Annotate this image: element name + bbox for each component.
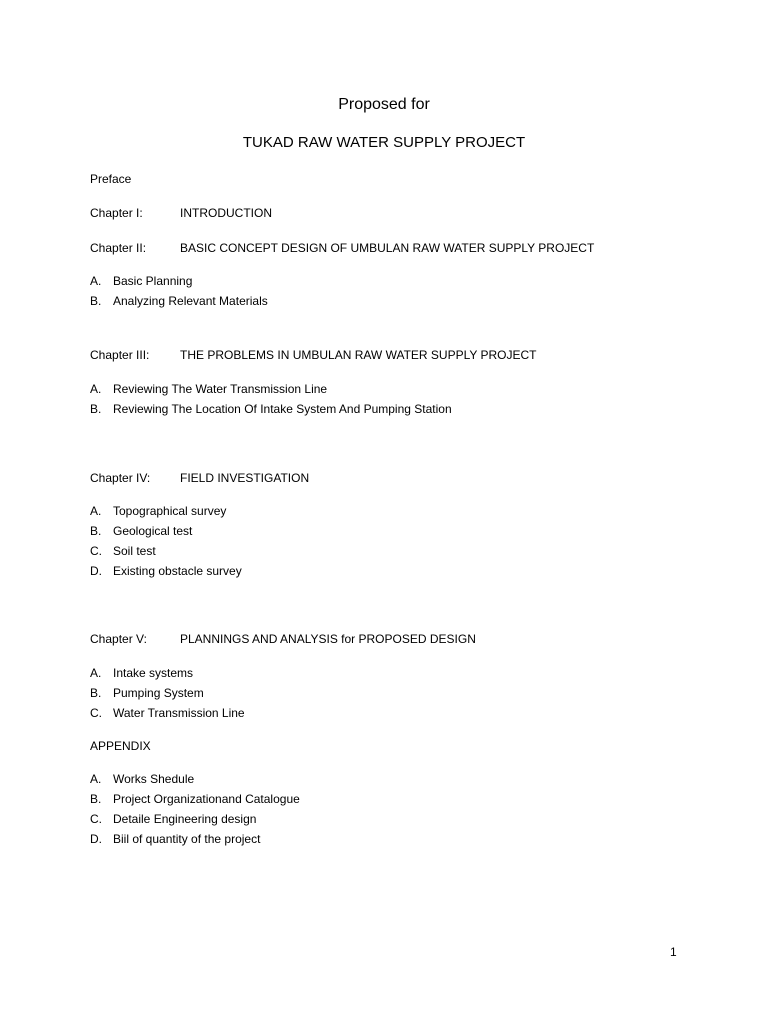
list-item-letter: B. <box>90 402 102 416</box>
chapter-1-label: Chapter I: <box>90 206 143 220</box>
list-item-letter: B. <box>90 792 102 806</box>
page-number: 1 <box>670 945 677 959</box>
list-item-letter: C. <box>90 544 102 558</box>
list-item: Existing obstacle survey <box>113 564 242 578</box>
list-item: Biil of quantity of the project <box>113 832 261 846</box>
list-item-letter: B. <box>90 686 102 700</box>
list-item: Water Transmission Line <box>113 706 245 720</box>
list-item: Geological test <box>113 524 193 538</box>
list-item: Topographical survey <box>113 504 227 518</box>
chapter-5-title: PLANNINGS AND ANALYSIS for PROPOSED DESIGN <box>180 632 476 646</box>
list-item-letter: C. <box>90 812 102 826</box>
chapter-2-title: BASIC CONCEPT DESIGN OF UMBULAN RAW WATER SUPPLY PROJECT <box>180 241 595 255</box>
chapter-3-label: Chapter III: <box>90 348 150 362</box>
list-item: Works Shedule <box>113 772 195 786</box>
chapter-2-label: Chapter II: <box>90 241 147 255</box>
document-title: Proposed for <box>338 96 430 113</box>
list-item-letter: A. <box>90 274 102 288</box>
preface-heading: Preface <box>90 172 132 186</box>
list-item: Intake systems <box>113 666 194 680</box>
document-subtitle: TUKAD RAW WATER SUPPLY PROJECT <box>242 134 526 151</box>
list-item: Project Organizationand Catalogue <box>113 792 300 806</box>
appendix-heading: APPENDIX <box>90 739 151 753</box>
list-item: Pumping System <box>113 686 204 700</box>
list-item-letter: B. <box>90 294 102 308</box>
chapter-4-title: FIELD INVESTIGATION <box>180 471 310 485</box>
list-item: Soil test <box>113 544 156 558</box>
list-item-letter: A. <box>90 772 102 786</box>
list-item-letter: A. <box>90 504 102 518</box>
list-item-letter: C. <box>90 706 102 720</box>
chapter-3-title: THE PROBLEMS IN UMBULAN RAW WATER SUPPLY PROJECT <box>180 348 537 362</box>
chapter-5-label: Chapter V: <box>90 632 147 646</box>
list-item-letter: D. <box>90 832 102 846</box>
list-item: Basic Planning <box>113 274 193 288</box>
list-item-letter: D. <box>90 564 102 578</box>
list-item: Reviewing The Water Transmission Line <box>113 382 328 396</box>
list-item-letter: A. <box>90 382 102 396</box>
list-item: Reviewing The Location Of Intake System And Pumping Station <box>113 402 452 416</box>
list-item: Analyzing Relevant Materials <box>113 294 268 308</box>
list-item-letter: B. <box>90 524 102 538</box>
list-item: Detaile Engineering design <box>113 812 257 826</box>
chapter-4-label: Chapter IV: <box>90 471 151 485</box>
chapter-1-title: INTRODUCTION <box>180 206 272 220</box>
list-item-letter: A. <box>90 666 102 680</box>
